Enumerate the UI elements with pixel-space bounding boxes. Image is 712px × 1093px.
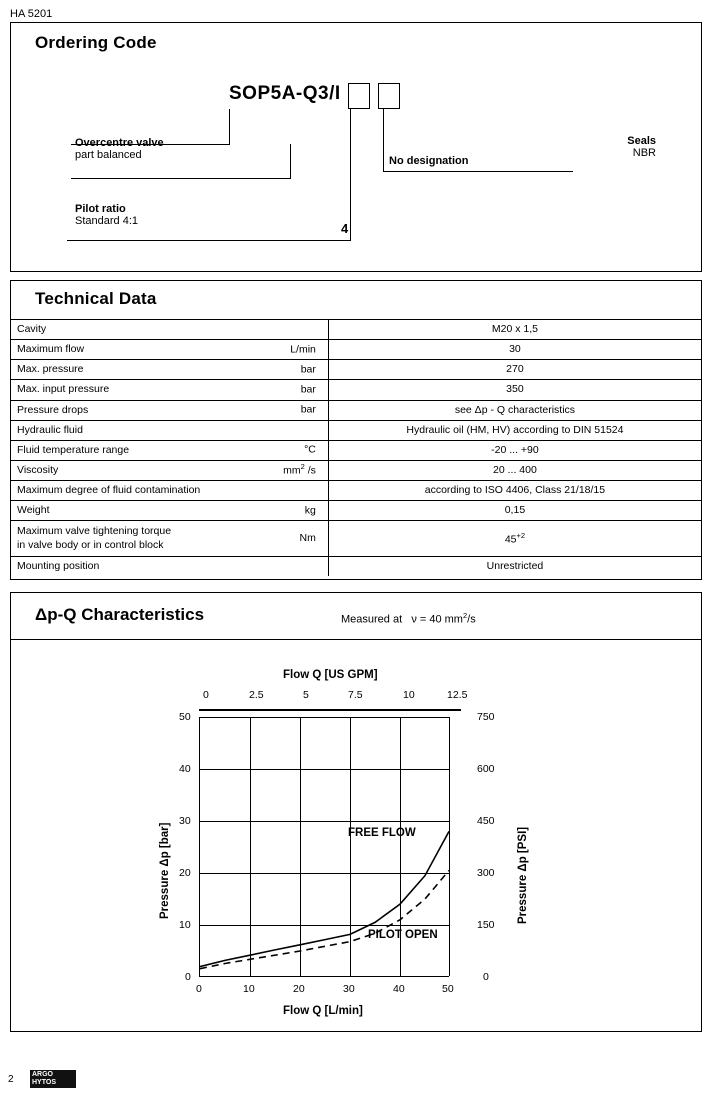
viscosity-unit: $mm^2$ /s [283,462,316,478]
ordering-code-value: SOP5A-Q3/I [229,83,341,104]
y-tick-label: 40 [179,763,191,775]
argo-hytos-logo [30,1070,76,1088]
page-number: 2 [8,1074,14,1085]
measured-at-note: Measured at ν = 40 $mm^2/s$ [341,611,476,626]
row-value: M20 x 1,5 [328,320,701,340]
y-tick-label: 30 [179,815,191,827]
table-row [11,521,701,556]
y2-tick-label: 450 [477,815,495,827]
row-name-unit: Pressure drops bar [11,400,328,420]
y2-tick-label: 0 [483,971,489,983]
row-value: Unrestricted [328,556,701,576]
chart-top-axis [199,709,461,711]
table-row [11,360,701,380]
table-row [11,400,701,420]
y2-tick-label: 150 [477,919,495,931]
table-row [11,380,701,400]
y2-tick-label: 600 [477,763,495,775]
characteristics-panel [10,592,702,1032]
row-name-unit: Maximum degree of fluid contamination [11,481,328,501]
leader-line [383,109,384,171]
leader-line [383,171,573,172]
table-row [11,340,701,360]
row-name-unit: Fluid temperature range °C [11,440,328,460]
table-row [11,440,701,460]
y-tick-label: 10 [179,919,191,931]
row-name-unit: Max. input pressure bar [11,380,328,400]
row-value: 0,15 [328,501,701,521]
table-row [11,481,701,501]
row-name-unit: Mounting position [11,556,328,576]
row-name-unit: Maximum valve tightening torque in valve body or in control block Nm [11,521,328,556]
no-designation-label: No designation [389,155,469,167]
row-value: 30 [328,340,701,360]
logo-line-1: ARGO [32,1071,53,1078]
table-row [11,460,701,480]
technical-data-table [11,319,701,576]
row-value: $45^{+2}$ [328,521,701,556]
overcentre-valve-label: Overcentre valve part balanced [75,137,164,161]
torque-line-2: in valve body or in control block [17,539,164,552]
ordering-code-panel [10,22,702,272]
annotation-pilot-open: PILOT OPEN [368,929,438,941]
row-name-unit: Max. pressure bar [11,360,328,380]
x-tick-label: 30 [343,983,355,995]
x-tick-label: 0 [196,983,202,995]
chart-y-axis-title: Pressure Δp [bar] [159,822,171,919]
row-value: 270 [328,360,701,380]
x2-tick-label: 12.5 [447,689,468,701]
row-name-unit: Weight kg [11,501,328,521]
leader-line [350,109,351,240]
y-tick-label: 20 [179,867,191,879]
table-row [11,501,701,521]
seals-label: Seals NBR [627,135,656,159]
y2-tick-label: 300 [477,867,495,879]
row-name-unit: Hydraulic fluid [11,420,328,440]
x-tick-label: 50 [442,983,454,995]
torque-line-1: Maximum valve tightening torque [17,525,172,538]
row-value: see Δp - Q characteristics [328,400,701,420]
x2-tick-label: 7.5 [348,689,363,701]
row-value: according to ISO 4406, Class 21/18/15 [328,481,701,501]
x-tick-label: 20 [293,983,305,995]
technical-data-panel [10,280,702,580]
code-box-2[interactable] [378,83,400,109]
x2-tick-label: 2.5 [249,689,264,701]
row-name-unit: Maximum flow L/min [11,340,328,360]
document-code: HA 5201 [10,8,53,20]
pilot-ratio-label: Pilot ratio Standard 4:1 [75,203,138,227]
x-tick-label: 40 [393,983,405,995]
row-value: Hydraulic oil (HM, HV) according to DIN 51524 [328,420,701,440]
technical-data-title: Technical Data [35,289,157,308]
characteristics-header [11,593,701,640]
x-tick-label: 10 [243,983,255,995]
ordering-code-title: Ordering Code [35,33,157,52]
row-name-unit: Viscosity $mm^2$ /s [11,460,328,480]
characteristics-title: Δp-Q Characteristics [35,605,205,624]
annotation-free-flow: FREE FLOW [348,827,416,839]
table-row [11,320,701,340]
table-row [11,556,701,576]
logo-line-2: HYTOS [32,1079,56,1086]
y-tick-label: 0 [185,971,191,983]
dp-q-chart [11,639,701,1031]
x2-tick-label: 10 [403,689,415,701]
chart-x-axis-title: Flow Q [L/min] [283,1005,363,1017]
leader-line [71,178,290,179]
chart-x2-axis-title: Flow Q [US GPM] [283,669,378,681]
x2-tick-label: 0 [203,689,209,701]
row-name-unit: Cavity [11,320,328,340]
leader-line [229,109,230,144]
code-box-1[interactable] [348,83,370,109]
x2-tick-label: 5 [303,689,309,701]
row-value: 350 [328,380,701,400]
row-value: -20 ... +90 [328,440,701,460]
pilot-ratio-value: 4 [341,221,349,236]
chart-plot-area [199,717,449,977]
row-value: 20 ... 400 [328,460,701,480]
table-row [11,420,701,440]
y2-tick-label: 750 [477,711,495,723]
series-pilot-open [200,870,449,968]
leader-line [67,240,351,241]
leader-line [290,144,291,179]
y-tick-label: 50 [179,711,191,723]
chart-y2-axis-title: Pressure Δp [PSI] [517,826,529,924]
